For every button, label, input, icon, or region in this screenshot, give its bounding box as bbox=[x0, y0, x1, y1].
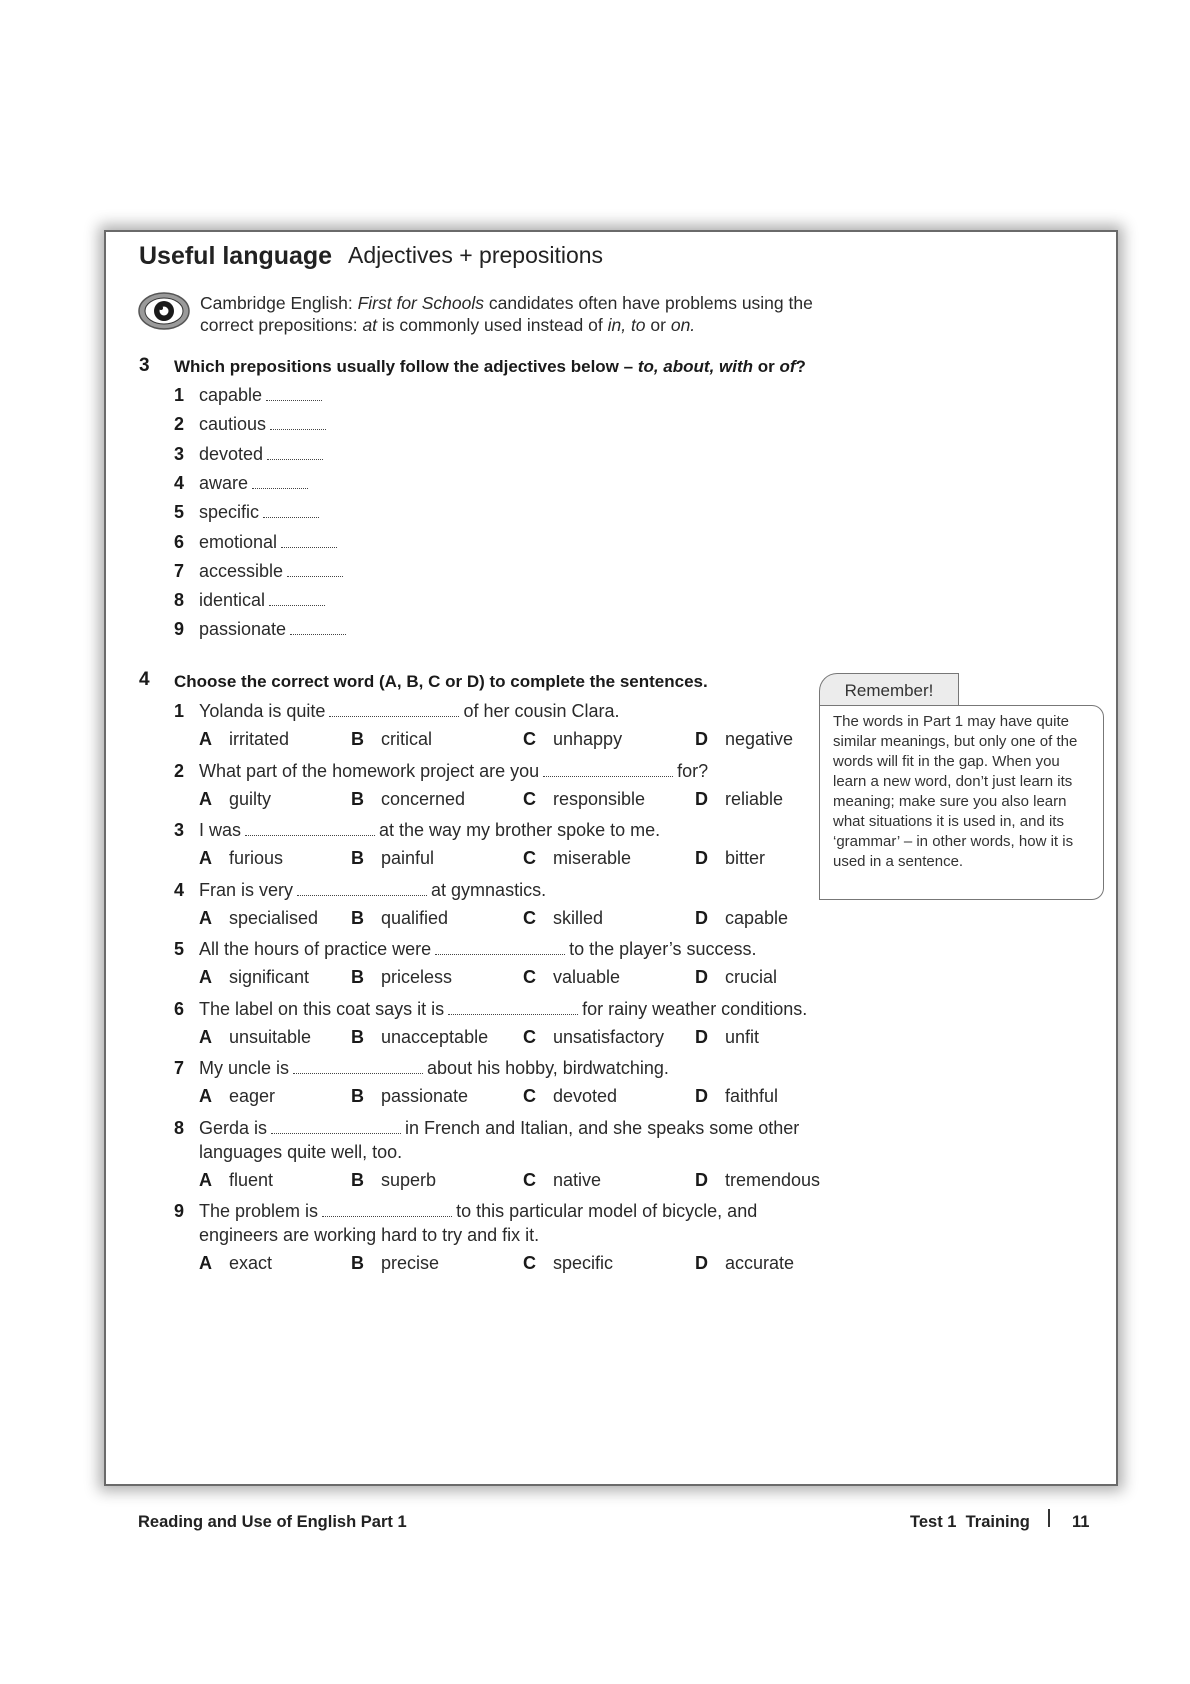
option-text: reliable bbox=[725, 788, 784, 809]
sentence-before-gap: My uncle is bbox=[199, 1058, 290, 1078]
adjective-item bbox=[199, 502, 319, 523]
option-letter: A bbox=[199, 788, 212, 809]
question-sentence bbox=[199, 1058, 669, 1079]
adjective-item-number: 6 bbox=[174, 531, 185, 552]
adjective-item-number: 8 bbox=[174, 590, 185, 611]
remember-tab: Remember! bbox=[819, 673, 959, 706]
answer-gap bbox=[245, 822, 375, 836]
note-text: is commonly used instead of bbox=[377, 315, 608, 335]
option-letter: A bbox=[199, 729, 212, 749]
option-text: responsible bbox=[553, 788, 646, 809]
adjective-word: identical bbox=[199, 590, 266, 611]
option-letter: A bbox=[199, 1253, 212, 1273]
question-sentence bbox=[199, 701, 620, 722]
option-letter: C bbox=[523, 1086, 536, 1106]
section-title: Useful language bbox=[139, 242, 333, 270]
option-text: miserable bbox=[553, 848, 632, 868]
exercise-3-instruction bbox=[174, 357, 806, 377]
option-letter: B bbox=[351, 788, 364, 809]
option-text: eager bbox=[229, 1086, 276, 1106]
option-letter: B bbox=[351, 1086, 364, 1106]
option-letter: D bbox=[695, 1253, 708, 1273]
option-letter: A bbox=[199, 967, 212, 987]
sentence-before-gap: Gerda is bbox=[199, 1117, 268, 1138]
note-word: in, bbox=[607, 315, 627, 335]
sentence-after-gap: at the way my brother spoke to me. bbox=[379, 820, 661, 840]
adjective-word: emotional bbox=[199, 531, 278, 552]
adjective-item bbox=[199, 619, 346, 640]
question-number: 3 bbox=[174, 820, 185, 840]
option-text: concerned bbox=[381, 788, 466, 809]
option-letter: B bbox=[351, 848, 364, 868]
question-sentence bbox=[199, 1118, 799, 1139]
instruction-text: or bbox=[440, 672, 467, 691]
question-number: 4 bbox=[174, 879, 185, 900]
option-letter: B bbox=[351, 1253, 364, 1273]
option-text: guilty bbox=[229, 788, 272, 809]
note-text: or bbox=[645, 315, 671, 335]
answer-gap bbox=[435, 941, 565, 955]
eye-icon bbox=[137, 290, 191, 332]
question-number: 6 bbox=[174, 998, 185, 1019]
note-word: at bbox=[362, 315, 378, 335]
sentence-after-gap: to the player’s success. bbox=[569, 939, 757, 959]
adjective-item-number: 2 bbox=[174, 414, 185, 435]
adjective-item bbox=[199, 561, 343, 582]
option-text: unsuitable bbox=[229, 1026, 312, 1047]
answer-gap bbox=[266, 387, 322, 401]
answer-gap bbox=[322, 1203, 452, 1217]
option-letter: D bbox=[695, 848, 708, 868]
option-letter: D bbox=[695, 907, 708, 928]
option-letter: D bbox=[695, 967, 708, 987]
sentence-before-gap: All the hours of practice were bbox=[199, 939, 432, 959]
option-text: bitter bbox=[725, 848, 766, 868]
sentence-continuation: engineers are working hard to try and fix it. bbox=[199, 1225, 540, 1245]
content-panel bbox=[104, 230, 1118, 1486]
note-word: on. bbox=[670, 315, 696, 335]
sentence-after-gap: at gymnastics. bbox=[431, 879, 547, 900]
option-letter: C bbox=[523, 1169, 536, 1190]
sentence-after-gap: to this particular model of bicycle, and bbox=[456, 1201, 758, 1221]
sentence-before-gap: Fran is very bbox=[199, 879, 294, 900]
footer-divider bbox=[1048, 1509, 1050, 1527]
option-text: tremendous bbox=[725, 1169, 821, 1190]
sentence-before-gap: What part of the homework project are you bbox=[199, 760, 540, 781]
adjective-item bbox=[199, 590, 325, 611]
answer-gap bbox=[290, 621, 346, 635]
note-line-2 bbox=[200, 314, 813, 336]
adjective-item bbox=[199, 444, 323, 465]
instruction-letter: C bbox=[428, 672, 441, 691]
question-sentence bbox=[199, 761, 708, 782]
adjective-item bbox=[199, 385, 322, 406]
sentence-after-gap: for? bbox=[677, 760, 709, 781]
option-text: capable bbox=[725, 907, 789, 928]
sentence-before-gap: The problem is bbox=[199, 1201, 319, 1221]
option-letter: C bbox=[523, 1026, 536, 1047]
answer-gap bbox=[252, 475, 308, 489]
instruction-preposition-of: of bbox=[779, 357, 796, 376]
adjective-word: passionate bbox=[199, 619, 287, 640]
answer-gap bbox=[287, 563, 343, 577]
option-text: precise bbox=[381, 1253, 440, 1273]
option-letter: D bbox=[695, 1086, 708, 1106]
option-text: specialised bbox=[229, 907, 319, 928]
option-letter: A bbox=[199, 1026, 212, 1047]
instruction-letter: D bbox=[466, 672, 480, 691]
question-sentence bbox=[199, 1201, 757, 1222]
option-letter: B bbox=[351, 1169, 364, 1190]
instruction-text: Which prepositions usually follow the adjectives below – bbox=[174, 357, 638, 376]
option-text: unhappy bbox=[553, 729, 623, 749]
question-number: 9 bbox=[174, 1201, 185, 1221]
option-text: faithful bbox=[725, 1086, 779, 1106]
question-sentence bbox=[199, 820, 660, 841]
option-text: passionate bbox=[381, 1086, 469, 1106]
instruction-text: Choose the correct word ( bbox=[174, 672, 385, 691]
option-letter: A bbox=[199, 1169, 212, 1190]
instruction-letter: B bbox=[406, 672, 419, 691]
sentence-after-gap: about his hobby, birdwatching. bbox=[427, 1058, 669, 1078]
answer-gap bbox=[293, 1060, 423, 1074]
sentence-after-gap: of her cousin Clara. bbox=[463, 701, 620, 721]
option-text: specific bbox=[553, 1253, 614, 1273]
adjective-item-number: 1 bbox=[174, 385, 185, 405]
option-letter: C bbox=[523, 1253, 536, 1273]
exercise-3-number: 3 bbox=[139, 355, 150, 376]
adjective-word: cautious bbox=[199, 414, 267, 435]
question-sentence bbox=[199, 999, 807, 1020]
sentence-before-gap: I was bbox=[199, 820, 242, 840]
option-text: superb bbox=[381, 1169, 437, 1190]
option-text: crucial bbox=[725, 967, 778, 987]
option-text: fluent bbox=[229, 1169, 274, 1190]
section-subtitle: Adjectives + prepositions bbox=[348, 242, 604, 268]
question-number: 5 bbox=[174, 939, 185, 959]
note-exam-name: First for Schools bbox=[357, 293, 485, 313]
option-text: painful bbox=[381, 848, 435, 868]
adjective-item-number: 4 bbox=[174, 472, 185, 493]
exercise-4-instruction bbox=[174, 672, 708, 692]
adjective-word: devoted bbox=[199, 443, 264, 464]
exam-tip-note bbox=[200, 292, 813, 336]
sentence-before-gap: The label on this coat says it is bbox=[199, 998, 445, 1019]
answer-gap bbox=[448, 1001, 578, 1015]
answer-gap bbox=[267, 446, 323, 460]
note-text: candidates often have problems using the bbox=[484, 293, 813, 313]
option-letter: C bbox=[523, 848, 536, 868]
option-text: irritated bbox=[229, 729, 290, 749]
option-letter: C bbox=[523, 788, 536, 809]
option-letter: B bbox=[351, 907, 364, 928]
adjective-item-number: 9 bbox=[174, 619, 185, 640]
option-text: devoted bbox=[553, 1086, 618, 1106]
option-letter: A bbox=[199, 1086, 212, 1106]
adjective-item-number: 3 bbox=[174, 443, 185, 464]
answer-gap bbox=[281, 534, 337, 548]
option-text: significant bbox=[229, 967, 310, 987]
instruction-text: ) to complete the sentences. bbox=[479, 672, 708, 691]
sentence-before-gap: Yolanda is quite bbox=[199, 701, 326, 721]
adjective-word: aware bbox=[199, 472, 249, 493]
answer-gap bbox=[271, 1120, 401, 1134]
option-letter: A bbox=[199, 848, 212, 868]
answer-gap bbox=[297, 882, 427, 896]
option-text: valuable bbox=[553, 967, 621, 987]
answer-gap bbox=[543, 763, 673, 777]
instruction-text: ? bbox=[795, 357, 806, 376]
option-letter: D bbox=[695, 1026, 708, 1047]
question-number: 1 bbox=[174, 701, 185, 721]
option-text: skilled bbox=[553, 907, 604, 928]
answer-gap bbox=[270, 416, 326, 430]
footer-section-label: Reading and Use of English Part 1 bbox=[138, 1513, 407, 1531]
option-text: priceless bbox=[381, 967, 453, 987]
footer-test-label: Test 1 Training bbox=[910, 1513, 1030, 1531]
option-text: furious bbox=[229, 848, 284, 868]
option-letter: B bbox=[351, 1026, 364, 1047]
option-text: exact bbox=[229, 1253, 273, 1273]
instruction-text: or bbox=[753, 357, 780, 376]
question-number: 7 bbox=[174, 1058, 185, 1078]
option-text: critical bbox=[381, 729, 433, 749]
page-number: 11 bbox=[1072, 1513, 1090, 1531]
option-text: unfit bbox=[725, 1026, 760, 1047]
adjective-word: specific bbox=[199, 502, 260, 523]
answer-gap bbox=[329, 703, 459, 717]
question-number: 8 bbox=[174, 1117, 185, 1138]
sentence-after-gap: in French and Italian, and she speaks some other bbox=[405, 1117, 800, 1138]
note-line-1 bbox=[200, 292, 813, 314]
sentence-after-gap: for rainy weather conditions. bbox=[582, 998, 808, 1019]
adjective-word: capable bbox=[199, 385, 263, 405]
exercise-4-number: 4 bbox=[139, 669, 150, 690]
option-text: negative bbox=[725, 729, 794, 749]
option-letter: A bbox=[199, 907, 212, 928]
question-number: 2 bbox=[174, 760, 185, 781]
option-letter: B bbox=[351, 967, 364, 987]
option-letter: C bbox=[523, 729, 536, 749]
instruction-text: , bbox=[418, 672, 429, 691]
adjective-word: accessible bbox=[199, 560, 284, 581]
option-text: qualified bbox=[381, 907, 449, 928]
instruction-text: , bbox=[396, 672, 407, 691]
adjective-item-number: 7 bbox=[174, 560, 185, 581]
option-letter: D bbox=[695, 788, 708, 809]
option-letter: C bbox=[523, 907, 536, 928]
question-sentence bbox=[199, 939, 757, 960]
option-letter: C bbox=[523, 967, 536, 987]
adjective-item bbox=[199, 473, 308, 494]
option-text: unsatisfactory bbox=[553, 1026, 665, 1047]
note-text: correct prepositions: bbox=[200, 315, 363, 335]
note-word: to bbox=[630, 315, 646, 335]
option-text: unacceptable bbox=[381, 1026, 489, 1047]
instruction-letter: A bbox=[384, 672, 397, 691]
instruction-prepositions: to, about, with bbox=[637, 357, 754, 376]
adjective-item bbox=[199, 532, 337, 553]
sentence-continuation: languages quite well, too. bbox=[199, 1141, 403, 1162]
option-text: native bbox=[553, 1169, 602, 1190]
adjective-item-number: 5 bbox=[174, 502, 185, 523]
note-text: Cambridge English: bbox=[200, 293, 358, 313]
answer-gap bbox=[269, 592, 325, 606]
option-letter: B bbox=[351, 729, 364, 749]
question-sentence bbox=[199, 880, 546, 901]
remember-text: The words in Part 1 may have quite similar meanings, but only one of the words will fit in the gap. When you learn a new word, don’t just learn its meaning; make sure you also learn what situations it is used in, and its ‘grammar’ – in other words, how it is used in a sentence. bbox=[833, 713, 1078, 870]
option-letter: D bbox=[695, 729, 708, 749]
option-text: accurate bbox=[725, 1253, 795, 1273]
answer-gap bbox=[263, 504, 319, 518]
adjective-item bbox=[199, 414, 326, 435]
option-letter: D bbox=[695, 1169, 708, 1190]
